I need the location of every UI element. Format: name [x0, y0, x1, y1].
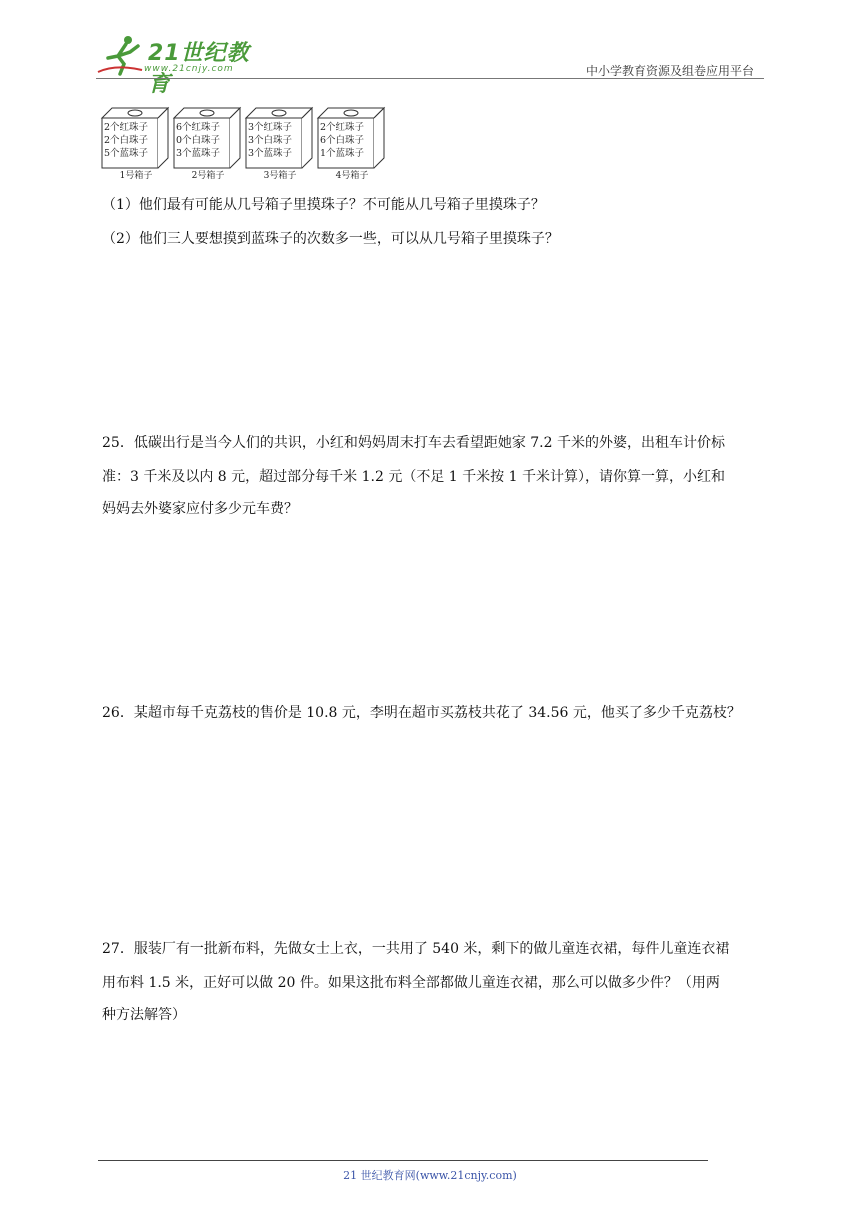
- box-4-white: 6个白珠子: [320, 135, 365, 146]
- question-27-line-3: 种方法解答）: [102, 1007, 186, 1023]
- question-25-line-2: 准：3 千米及以内 8 元，超过部分每千米 1.2 元（不足 1 千米按 1 千米计算），请你算一算，小红和: [102, 469, 725, 485]
- header-platform-text: 中小学教育资源及组卷应用平台: [585, 64, 754, 78]
- box-2: [172, 104, 244, 180]
- box-4-blue: 1个蓝珠子: [320, 148, 365, 159]
- box-1-blue: 5个蓝珠子: [104, 148, 149, 159]
- box-3: [244, 104, 316, 180]
- box-2-white: 0个白珠子: [176, 135, 221, 146]
- box-3-blue: 3个蓝珠子: [248, 148, 293, 159]
- box-4-red: 2个红珠子: [320, 122, 365, 133]
- question-24-part-1: （1）他们最有可能从几号箱子里摸珠子？不可能从几号箱子里摸珠子？: [102, 197, 545, 213]
- box-1: [100, 104, 172, 180]
- header-divider: [96, 78, 764, 79]
- box-2-blue: 3个蓝珠子: [176, 148, 221, 159]
- box-1-red: 2个红珠子: [104, 122, 149, 133]
- question-27-line-1: 27．服装厂有一批新布料，先做女士上衣，一共用了 540 米，剩下的做儿童连衣裙，每件儿童连衣裙: [102, 941, 730, 957]
- logo-main-text: 21世纪教育: [148, 41, 250, 97]
- box-2-red: 6个红珠子: [176, 122, 221, 133]
- bead-boxes-figure: [100, 104, 400, 184]
- box-3-white: 3个白珠子: [248, 135, 293, 146]
- question-27-line-2: 用布料 1.5 米，正好可以做 20 件。如果这批布料全部都做儿童连衣裙，那么可以做多少件？（用两: [102, 975, 720, 991]
- question-24-part-2: （2）他们三人要想摸到蓝珠子的次数多一些，可以从几号箱子里摸珠子？: [102, 231, 559, 247]
- logo-sub-text: www.21cnjy.com: [144, 64, 234, 74]
- box-3-label: 3号箱子: [263, 171, 297, 181]
- question-25-line-3: 妈妈去外婆家应付多少元车费？: [102, 501, 298, 517]
- box-2-label: 2号箱子: [191, 171, 225, 181]
- question-26-line-1: 26．某超市每千克荔枝的售价是 10.8 元，李明在超市买荔枝共花了 34.56 元，他买了多少千克荔枝？: [102, 705, 741, 721]
- box-1-white: 2个白珠子: [104, 135, 149, 146]
- box-4: [316, 104, 388, 180]
- box-1-label: 1号箱子: [119, 171, 153, 181]
- running-figure-icon: [96, 34, 148, 78]
- footer-link[interactable]: 21 世纪教育网(www.21cnjy.com): [343, 1169, 517, 1182]
- box-3-red: 3个红珠子: [248, 122, 293, 133]
- box-4-label: 4号箱子: [335, 171, 369, 181]
- footer-divider: [98, 1160, 708, 1161]
- question-25-line-1: 25．低碳出行是当今人们的共识，小红和妈妈周末打车去看望距她家 7.2 千米的外婆，出租车计价标: [102, 435, 725, 451]
- site-logo: [96, 34, 266, 97]
